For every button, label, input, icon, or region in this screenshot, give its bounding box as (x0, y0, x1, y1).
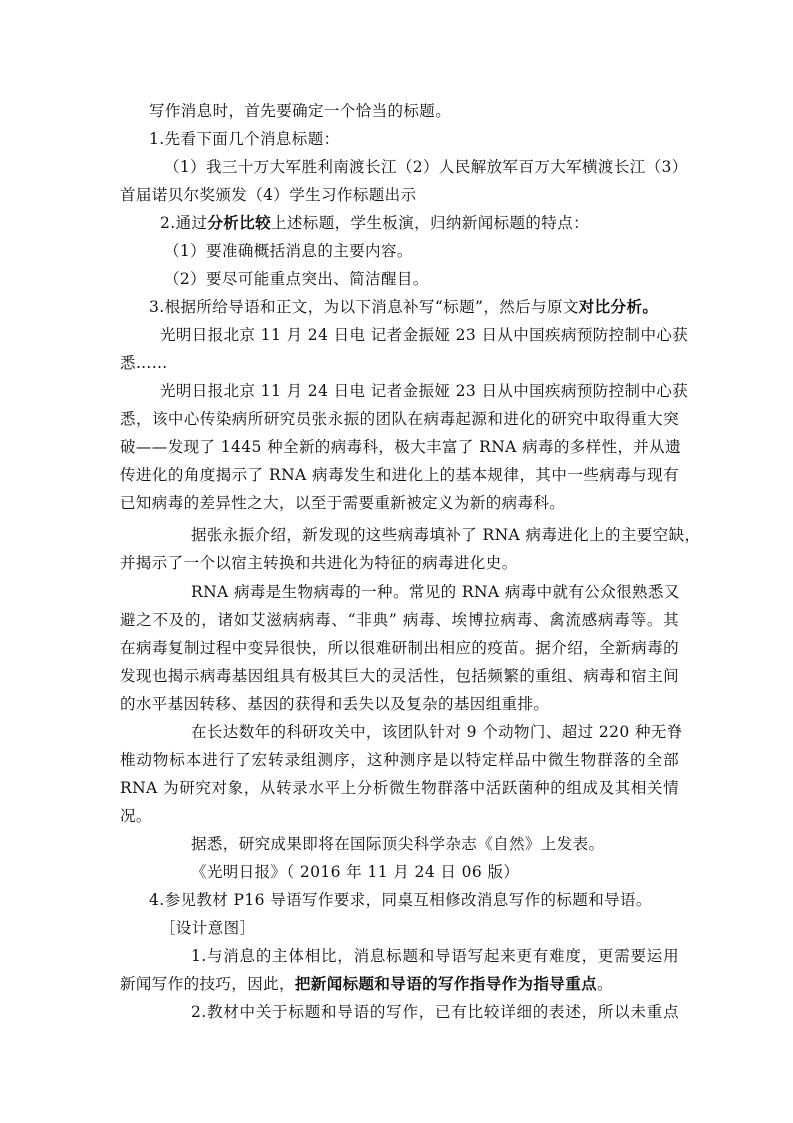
article-p4-line4: 况。 (120, 807, 152, 825)
design-intent-2-line1: 2.教材中关于标题和导语的写作，已有比较详细的表述，所以未重点 (191, 1003, 679, 1021)
design-intent-1-emphasis: 把新闻标题和导语的写作指导作为指导重点 (294, 974, 598, 993)
design-intent-1-end: 。 (597, 975, 613, 993)
article-p1-line4: 传进化的角度揭示了 RNA 病毒发生和进化上的基本规律，其中一些病毒与现有 (120, 466, 679, 484)
step-2-text-b: 上述标题，学生板演，归纳新闻标题的特点： (271, 214, 590, 232)
article-p3-line2: 避之不及的，诸如艾滋病病毒、“非典” 病毒、埃博拉病毒、禽流感病毒等。其 (120, 611, 679, 629)
example-headlines: （1）我三十万大军胜利南渡长江（2）人民解放军百万大军横渡长江（3） (164, 158, 688, 176)
step-2-text-a: 2.通过 (160, 214, 208, 232)
step-1: 1.先看下面几个消息标题： (149, 130, 340, 148)
article-p1-line5: 已知病毒的差异性之大，以至于需要重新被定义为新的病毒科。 (120, 494, 566, 512)
article-p4-line2: 椎动物标本进行了宏转录组测序，这种测序是以特定样品中微生物群落的全部 (120, 751, 679, 769)
lead-line: 光明日报北京 11 月 24 日电 记者金振娅 23 日从中国疾病预防控制中心获 (160, 326, 689, 344)
article-p3-line4: 发现也揭示病毒基因组具有极其巨大的灵活性，包括频繁的重组、病毒和宿主间 (120, 667, 679, 685)
step-3 (149, 297, 658, 317)
article-p1-line2: 悉，该中心传染病所研究员张永振的团队在病毒起源和进化的研究中取得重大突 (120, 410, 679, 428)
design-intent-1-line2 (120, 974, 613, 994)
step-3-emphasis: 对比分析。 (578, 297, 659, 316)
design-intent-1-text: 新闻写作的技巧，因此， (120, 975, 295, 993)
article-p1-line1: 光明日报北京 11 月 24 日电 记者金振娅 23 日从中国疾病预防控制中心获 (160, 382, 689, 400)
article-source: 《光明日报》（ 2016 年 11 月 24 日 06 版） (191, 863, 520, 881)
article-p1-line3: 破——发现了 1445 种全新的病毒科，极大丰富了 RNA 病毒的多样性，并从遗 (120, 438, 682, 456)
article-p2-line2: 并揭示了一个以宿主转换和共进化为特征的病毒进化史。 (120, 554, 518, 572)
article-p3-line1: RNA 病毒是生物病毒的一种。常见的 RNA 病毒中就有公众很熟悉又 (191, 583, 680, 601)
article-p4-line1: 在长达数年的科研攻关中，该团队针对 9 个动物门、超过 220 种无脊 (191, 723, 683, 741)
step-3-text: 3.根据所给导语和正文，为以下消息补写“标题”，然后与原文 (149, 298, 579, 316)
design-intent-heading: ［设计意图］ (160, 919, 256, 937)
feature-2: （2）要尽可能重点突出、简洁醒目。 (164, 270, 429, 288)
article-p5: 据悉，研究成果即将在国际顶尖科学杂志《自然》上发表。 (191, 835, 605, 853)
lead-line-cont: 悉…… (120, 354, 168, 372)
article-p4-line3: RNA 为研究对象，从转录水平上分析微生物群落中活跃菌种的组成及其相关情 (120, 779, 679, 797)
intro-sentence: 写作消息时，首先要确定一个恰当的标题。 (149, 102, 452, 120)
feature-1: （1）要准确概括消息的主要内容。 (164, 242, 413, 260)
article-p3-line5: 的水平基因转移、基因的获得和丢失以及复杂的基因组重排。 (120, 695, 550, 713)
article-p2-line1: 据张永振介绍，新发现的这些病毒填补了 RNA 病毒进化上的主要空缺， (191, 526, 701, 544)
design-intent-1-line1: 1.与消息的主体相比，消息标题和导语写起来更有难度，更需要运用 (191, 947, 679, 965)
step-2-emphasis: 分析比较 (207, 213, 271, 232)
step-2 (160, 213, 589, 233)
example-headlines-cont: 首届诺贝尔奖颁发（4）学生习作标题出示 (120, 186, 417, 204)
article-p3-line3: 在病毒复制过程中变异很快，所以很难研制出相应的疫苗。据介绍，全新病毒的 (120, 639, 679, 657)
step-4: 4.参见教材 P16 导语写作要求，同桌互相修改消息写作的标题和导语。 (149, 891, 652, 909)
